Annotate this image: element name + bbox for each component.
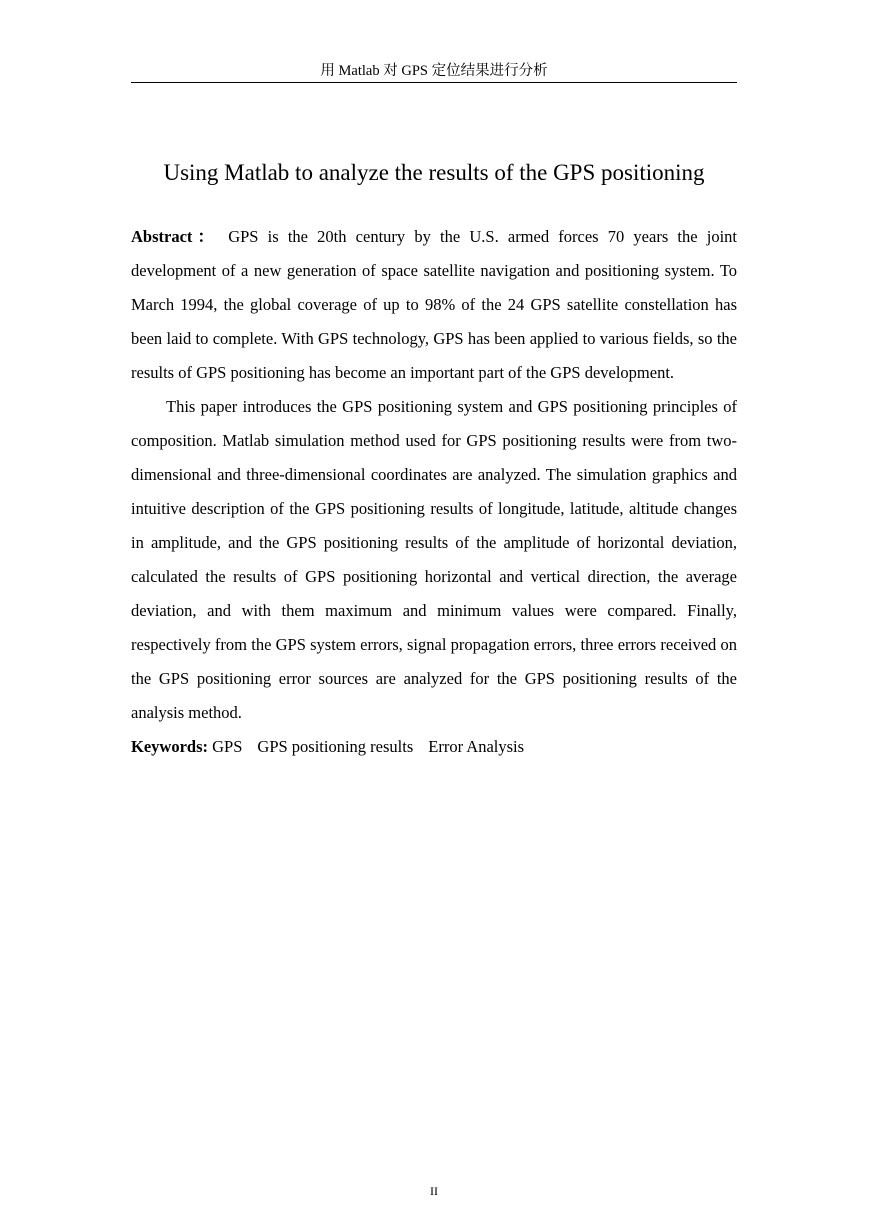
abstract-section [131,220,737,764]
abstract-text-1: GPS is the 20th century by the U.S. armed forces 70 years the joint development of a new generation of space satellite navigation and positioning system. To March 1994, the global coverage of up to 98% of the 24 GPS satellite constellation has been laid to complete. With GPS technology, GPS has been applied to various fields, so the results of GPS positioning has become an important part of the GPS development. [131,227,738,382]
abstract-paragraph-2: This paper introduces the GPS positioning system and GPS positioning principles of composition. Matlab simulation method used for GPS positioning results were from two-dimensional and three-dimensional coordinates are analyzed. The simulation graphics and intuitive description of the GPS positioning results of longitude, latitude, altitude changes in amplitude, and the GPS positioning results of the amplitude of horizontal deviation, calculated the results of GPS positioning horizontal and vertical direction, the average deviation, and with them maximum and minimum values were compared. Finally, respectively from the GPS system errors, signal propagation errors, three errors received on the GPS positioning error sources are analyzed for the GPS positioning results of the analysis method. [131,397,737,722]
keywords-label: Keywords: [131,737,208,756]
running-header: 用 Matlab 对 GPS 定位结果进行分析 [320,63,548,79]
header-rule [131,82,737,83]
page-number: II [430,1184,438,1198]
keyword-item: Error Analysis [428,737,525,756]
abstract-label: Abstract： [131,227,220,246]
abstract-paragraph-1 [131,220,737,390]
keywords-line [131,730,737,764]
keyword-item: GPS [212,737,243,756]
paper-title: Using Matlab to analyze the results of the GPS positioning [163,160,705,185]
keyword-item: GPS positioning results [257,737,414,756]
